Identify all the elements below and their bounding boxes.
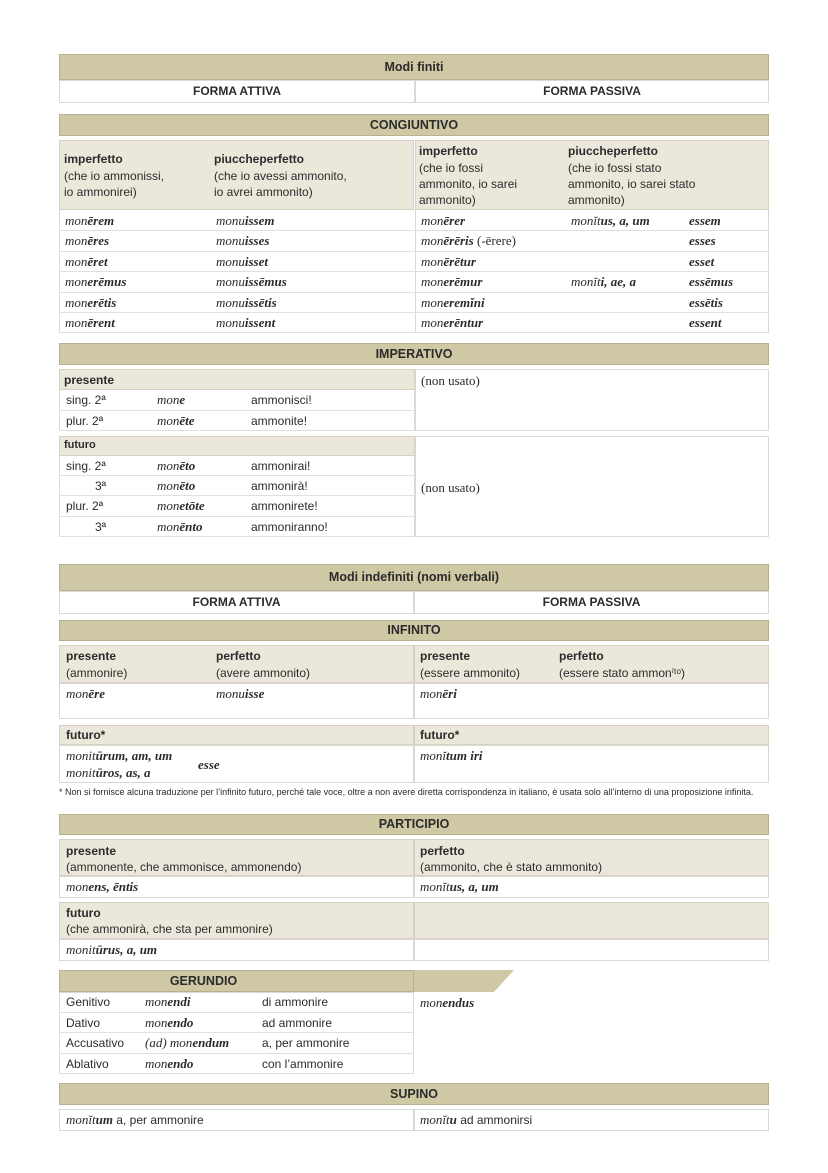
infinito-passive-forms <box>414 683 769 719</box>
infinito-futuro-passive-header <box>414 725 769 745</box>
imp-form: monetōte <box>157 498 205 514</box>
imperativo-presente-label: presente <box>64 373 115 387</box>
imp-form: mone <box>157 392 186 407</box>
gerundio-row <box>59 1054 414 1075</box>
gerundio-case: Genitivo <box>66 995 111 1009</box>
imperativo-title: IMPERATIVO <box>59 343 769 365</box>
inf-pas-pres-label: presente <box>420 649 471 663</box>
imp-person: 3ª <box>95 519 107 534</box>
indefiniti-attiva-header: FORMA ATTIVA <box>59 591 414 614</box>
imp-form: monēto <box>157 478 196 494</box>
congiuntivo-row <box>59 313 769 333</box>
cong-act-pluperf: monuissent <box>216 315 276 330</box>
participio-title: PARTICIPIO <box>59 814 769 835</box>
imp-translation: ammoniranno! <box>251 519 328 534</box>
cong-pas-imperf: monērēris (-ērere) <box>421 233 516 249</box>
modi-finiti-title: Modi finiti <box>59 54 769 80</box>
cong-pas-imperf: monērētur <box>421 253 476 269</box>
imp-person: sing. 2ª <box>66 393 106 407</box>
gerundio-form: monendo <box>145 1055 194 1071</box>
gerundio-form: (ad) monendum <box>145 1035 230 1050</box>
gerundio-translation: ad ammonire <box>262 1015 333 1030</box>
imperativo-presente-row <box>59 411 415 432</box>
gerundio-translation: con l’ammonire <box>262 1056 344 1071</box>
imperativo-futuro-row <box>59 496 415 516</box>
inf-att-pres-label: presente <box>66 649 117 663</box>
congiuntivo-row <box>59 272 769 292</box>
congiuntivo-header-label: imperfetto <box>64 152 123 166</box>
gerundio-title: GERUNDIO <box>59 970 414 992</box>
congiuntivo-row <box>59 231 769 251</box>
congiuntivo-row <box>59 252 769 272</box>
cong-act-imperf: monērem <box>65 213 115 228</box>
cong-pas-imperf: monerēmur <box>421 274 483 290</box>
gerundio-form: monendi <box>145 994 191 1009</box>
congiuntivo-header-sub: (che io fossi ammonito, io sarei ammonito) <box>419 161 518 207</box>
imp-person: 3ª <box>95 479 107 494</box>
finiti-attiva-header: FORMA ATTIVA <box>59 80 415 103</box>
imp-translation: ammonite! <box>251 413 308 428</box>
inf-pas-pres-form: monēri <box>420 686 457 701</box>
inf-pas-fut-label: futuro* <box>420 728 460 742</box>
cong-pas-participle: monĭtus, a, um <box>571 213 650 228</box>
inf-pas-perf-sub: (essere stato ammonⁱᵗᵒ) <box>559 666 686 680</box>
cong-act-imperf: monēres <box>65 233 110 249</box>
cong-act-pluperf: monuissēmus <box>216 274 287 290</box>
infinito-title: INFINITO <box>59 620 769 641</box>
imperativo-futuro-label: futuro <box>64 439 96 451</box>
gerundio-form: monendo <box>145 1014 194 1030</box>
gerundio-passive-tab <box>414 970 514 992</box>
gerundio-row <box>59 992 414 1013</box>
congiuntivo-header-label: imperfetto <box>419 144 478 158</box>
imperativo-non-usato-1: (non usato) <box>421 373 480 388</box>
inf-att-perf-sub: (avere ammonito) <box>216 666 311 680</box>
cong-pas-imperf: moneremĭni <box>421 294 485 310</box>
congiuntivo-title: CONGIUNTIVO <box>59 114 769 136</box>
imp-translation: ammonirà! <box>251 479 308 494</box>
imp-form: monēte <box>157 412 195 428</box>
inf-fut-esse: esse <box>198 757 220 772</box>
gerundio-case: Ablativo <box>66 1056 109 1071</box>
imp-person: sing. 2ª <box>66 459 106 473</box>
part-pres-form: monens, ēntis <box>66 879 139 894</box>
supino-active-form: monĭtum a, per ammonire <box>66 1112 204 1127</box>
participio-fut-empty <box>414 939 769 961</box>
cong-pas-aux: essētis <box>689 294 723 310</box>
congiuntivo-header-sub: (che io fossi stato ammonito, io sarei stato ammonito) <box>568 161 696 207</box>
part-pres-label: presente <box>66 844 117 858</box>
congiuntivo-header-label: piuccheperfetto <box>214 152 305 166</box>
imp-translation: ammonisci! <box>251 393 312 407</box>
cong-act-imperf: monērent <box>65 315 115 330</box>
congiuntivo-header-sub: (che io avessi ammonito, io avrei ammonito) <box>214 169 347 199</box>
imperativo-futuro-row <box>59 476 415 496</box>
imp-translation: ammonirai! <box>251 459 311 473</box>
part-fut-form: monitūrus, a, um <box>66 942 158 957</box>
part-perf-form: monĭtus, a, um <box>420 879 499 894</box>
cong-act-pluperf: monuissētis <box>216 294 277 310</box>
inf-pas-perf-label: perfetto <box>559 649 604 663</box>
supino-passive-form: monĭtu ad ammonirsi <box>420 1112 533 1127</box>
imp-translation: ammonirete! <box>251 499 318 514</box>
imp-person: plur. 2ª <box>66 413 104 428</box>
imperativo-non-usato-2: (non usato) <box>421 480 480 495</box>
gerundio-translation: a, per ammonire <box>262 1036 350 1050</box>
inf-att-pres-form: monēre <box>66 686 105 701</box>
cong-pas-participle: monĭti, ae, a <box>571 274 637 290</box>
part-fut-sub: (che ammonirà, che sta per ammonire) <box>66 922 273 936</box>
imp-form: monēnto <box>157 518 203 534</box>
cong-pas-aux: essēmus <box>689 274 734 290</box>
gerundio-case: Dativo <box>66 1015 101 1030</box>
part-perf-sub: (ammonito, che è stato ammonito) <box>420 860 603 874</box>
cong-act-pluperf: monuissem <box>216 213 275 228</box>
cong-act-imperf: monerētis <box>65 294 117 310</box>
imperativo-futuro-header <box>59 436 415 456</box>
imp-form: monēto <box>157 458 196 473</box>
gerundio-passive-form: monendus <box>420 995 475 1010</box>
inf-fut-form-2: monitūros, as, a <box>66 765 151 780</box>
part-fut-label: futuro <box>66 906 101 920</box>
inf-fut-form-1: monitūrum, am, um <box>66 748 173 763</box>
modi-indefiniti-title: Modi indefiniti (nomi verbali) <box>59 564 769 591</box>
finiti-passiva-header: FORMA PASSIVA <box>415 80 769 103</box>
gerundio-case: Accusativo <box>66 1036 125 1050</box>
congiuntivo-header-label: piuccheperfetto <box>568 144 659 158</box>
cong-act-pluperf: monuisses <box>216 233 270 249</box>
infinito-footnote: * Non si fornisce alcuna traduzione per l’infinito futuro, perché tale voce, oltre a non avere diretta corrispondenza in italiano, è usata solo all’interno di una proposizione infinita. <box>59 787 754 797</box>
imp-person: plur. 2ª <box>66 499 104 514</box>
inf-fut-label: futuro* <box>66 728 106 742</box>
imperativo-futuro-row <box>59 456 415 476</box>
imperativo-presente-row <box>59 390 415 411</box>
part-pres-sub: (ammonente, che ammonisce, ammonendo) <box>66 860 302 874</box>
supino-title: SUPINO <box>59 1083 769 1105</box>
imperativo-futuro-row <box>59 517 415 537</box>
participio-fut-empty-header <box>414 902 769 939</box>
cong-act-imperf: monēret <box>65 253 108 269</box>
inf-att-perf-label: perfetto <box>216 649 261 663</box>
cong-pas-aux: esset <box>689 253 715 269</box>
indefiniti-passiva-header: FORMA PASSIVA <box>414 591 769 614</box>
inf-att-pres-sub: (ammonire) <box>66 666 128 680</box>
cong-pas-imperf: monerēntur <box>421 315 484 330</box>
inf-pas-fut-form: monĭtum iri <box>420 748 483 763</box>
inf-pas-pres-sub: (essere ammonito) <box>420 666 521 680</box>
cong-pas-aux: essent <box>689 315 722 330</box>
congiuntivo-header-sub: (che io ammonissi, io ammonirei) <box>64 169 165 199</box>
inf-att-perf-form: monuisse <box>216 686 265 701</box>
cong-pas-aux: essem <box>689 213 721 228</box>
cong-act-pluperf: monuisset <box>216 253 269 269</box>
gerundio-row <box>59 1013 414 1034</box>
infinito-futuro-active-header <box>59 725 414 745</box>
cong-pas-aux: esses <box>689 233 716 249</box>
cong-pas-imperf: monērer <box>421 213 466 228</box>
congiuntivo-row <box>59 211 769 231</box>
cong-act-imperf: monerēmus <box>65 274 127 290</box>
congiuntivo-row <box>59 293 769 313</box>
part-perf-label: perfetto <box>420 844 465 858</box>
gerundio-translation: di ammonire <box>262 995 329 1009</box>
